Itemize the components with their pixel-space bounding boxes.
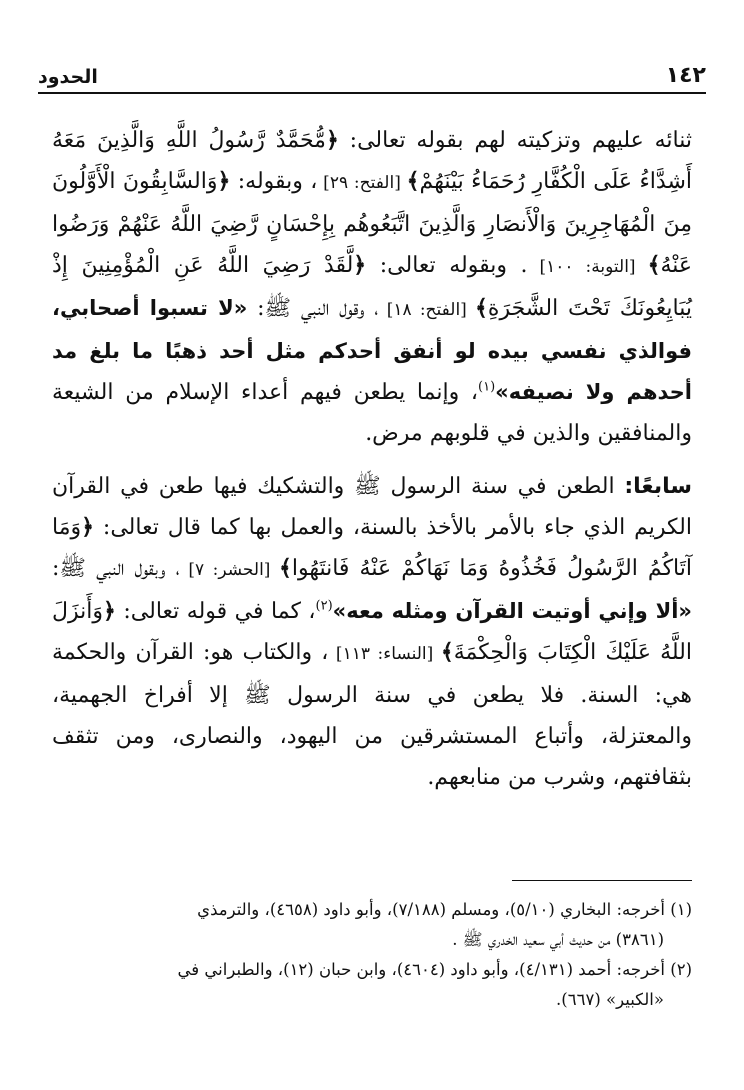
quran-verse: وَالسَّابِقُونَ الْأَوَّلُونَ مِنَ الْمُهَاجِرِينَ وَالْأَنصَارِ وَالَّذِينَ اتَّبَعُوهُم بِإِحْسَانٍ رَّضِيَ اللَّهُ عَنْهُمْ وَرَضُوا عَنْهُ (52, 169, 693, 278)
footnote-marker: (٢) (315, 598, 333, 614)
quran-close-bracket: ﴾ (440, 639, 454, 665)
page-number: ١٤٢ (665, 63, 706, 88)
footnotes (52, 896, 692, 1016)
text-segment: ، كما في قوله تعالى: (115, 599, 316, 624)
quran-open-bracket: ﴿ (102, 598, 116, 624)
quran-open-bracket: ﴿ (81, 514, 95, 540)
hadith-quote: «لا تسبوا أصحابي، فوالذي نفسي بيده لو أنفق أحدكم مثل أحد ذهبًا ما بلغ مد أحدهم ولا نصيفه» (52, 296, 693, 404)
quran-verse: لَّقَدْ رَضِيَ اللَّهُ عَنِ الْمُؤْمِنِينَ إِذْ يُبَايِعُونَكَ تَحْتَ الشَّجَرَةِ (52, 253, 693, 321)
quran-close-bracket: ﴾ (475, 295, 488, 321)
running-title: الحدود (38, 66, 98, 88)
quran-close-bracket: ﴾ (647, 252, 661, 278)
quran-open-bracket: ﴿ (325, 127, 339, 153)
text-segment: ، والكتاب هو: القرآن والحكمة هي: السنة. فلا يطعن في سنة الرسول ﷺ إلا أفراخ الجهمية، والمعتزلة، وأتباع المستشرقين من اليهود، والنصارى، ومن تثقف بثقافتهم، وشرب من منابعهم. (52, 640, 692, 790)
main-text (52, 120, 692, 798)
quran-close-bracket: ﴾ (406, 168, 420, 194)
footnote-marker: (١) (478, 379, 496, 395)
quran-verse: وَأَنزَلَ اللَّهُ عَلَيْكَ الْكِتَابَ وَالْحِكْمَةَ (52, 599, 692, 665)
verse-reference: [الحشر: ٧] (179, 560, 279, 580)
paragraph-companions (52, 120, 692, 454)
quran-open-bracket: ﴿ (217, 168, 231, 194)
text-segment: ثنائه عليهم وتزكيته لهم بقوله تعالى: (338, 128, 692, 153)
footnote-1-line-2: (٣٨٦١) من حديث أبي سعيد الخدري ﷺ . (452, 930, 664, 949)
verse-reference: [التوبة: ١٠٠] (527, 257, 648, 277)
section-lead: سابعًا: (624, 474, 692, 499)
hadith-quote: «ألا وإني أوتيت القرآن ومثله معه» (332, 599, 692, 623)
text-segment: ، وإنما يطعن فيهم أعداء الإسلام من الشيعة والمنافقين والذين في قلوبهم مرض. (52, 380, 692, 446)
verse-reference: [النساء: ١١٣] (328, 644, 441, 664)
quran-verse: وَمَا آتَاكُمُ الرَّسُولُ فَخُذُوهُ وَمَا نَهَاكُمْ عَنْهُ فَانتَهُوا (52, 515, 692, 581)
page-header (38, 58, 706, 94)
paragraph-seventh (52, 466, 692, 798)
text-segment: ، وبقوله: (230, 169, 318, 194)
text-segment: الطعن في سنة الرسول ﷺ والتشكيك فيها طعن في القرآن الكريم الذي جاء بالأمر بالأخذ بالسنة، والعمل بها كما قال تعالى: (52, 474, 692, 540)
quran-open-bracket: ﴿ (353, 252, 367, 278)
footnote-2-line-2: «الكبير» (٦٦٧). (556, 990, 664, 1009)
quran-close-bracket: ﴾ (278, 555, 292, 581)
text-segment: ، وقول النبي ﷺ: (247, 296, 379, 321)
footnote-1-line-1: (١) أخرجه: البخاري (٥/١٠)، ومسلم (٧/١٨٨)، وأبو داود (٤٦٥٨)، والترمذي (197, 900, 692, 919)
footnote-divider (512, 880, 692, 881)
text-segment: . وبقوله تعالى: (366, 253, 528, 278)
footnote-2-line-1: (٢) أخرجه: أحمد (٤/١٣١)، وأبو داود (٤٦٠٤)، وابن حبان (١٢)، والطبراني في (177, 960, 692, 979)
quran-verse: مُّحَمَّدٌ رَّسُولُ اللَّهِ وَالَّذِينَ مَعَهُ أَشِدَّاءُ عَلَى الْكُفَّارِ رُحَمَاءُ بَيْنَهُمْ (52, 128, 692, 194)
text-segment: ، وبقول النبي ﷺ: (52, 556, 180, 581)
verse-reference: [الفتح: ٢٩] (317, 173, 407, 193)
verse-reference: [الفتح: ١٨] (378, 300, 476, 320)
